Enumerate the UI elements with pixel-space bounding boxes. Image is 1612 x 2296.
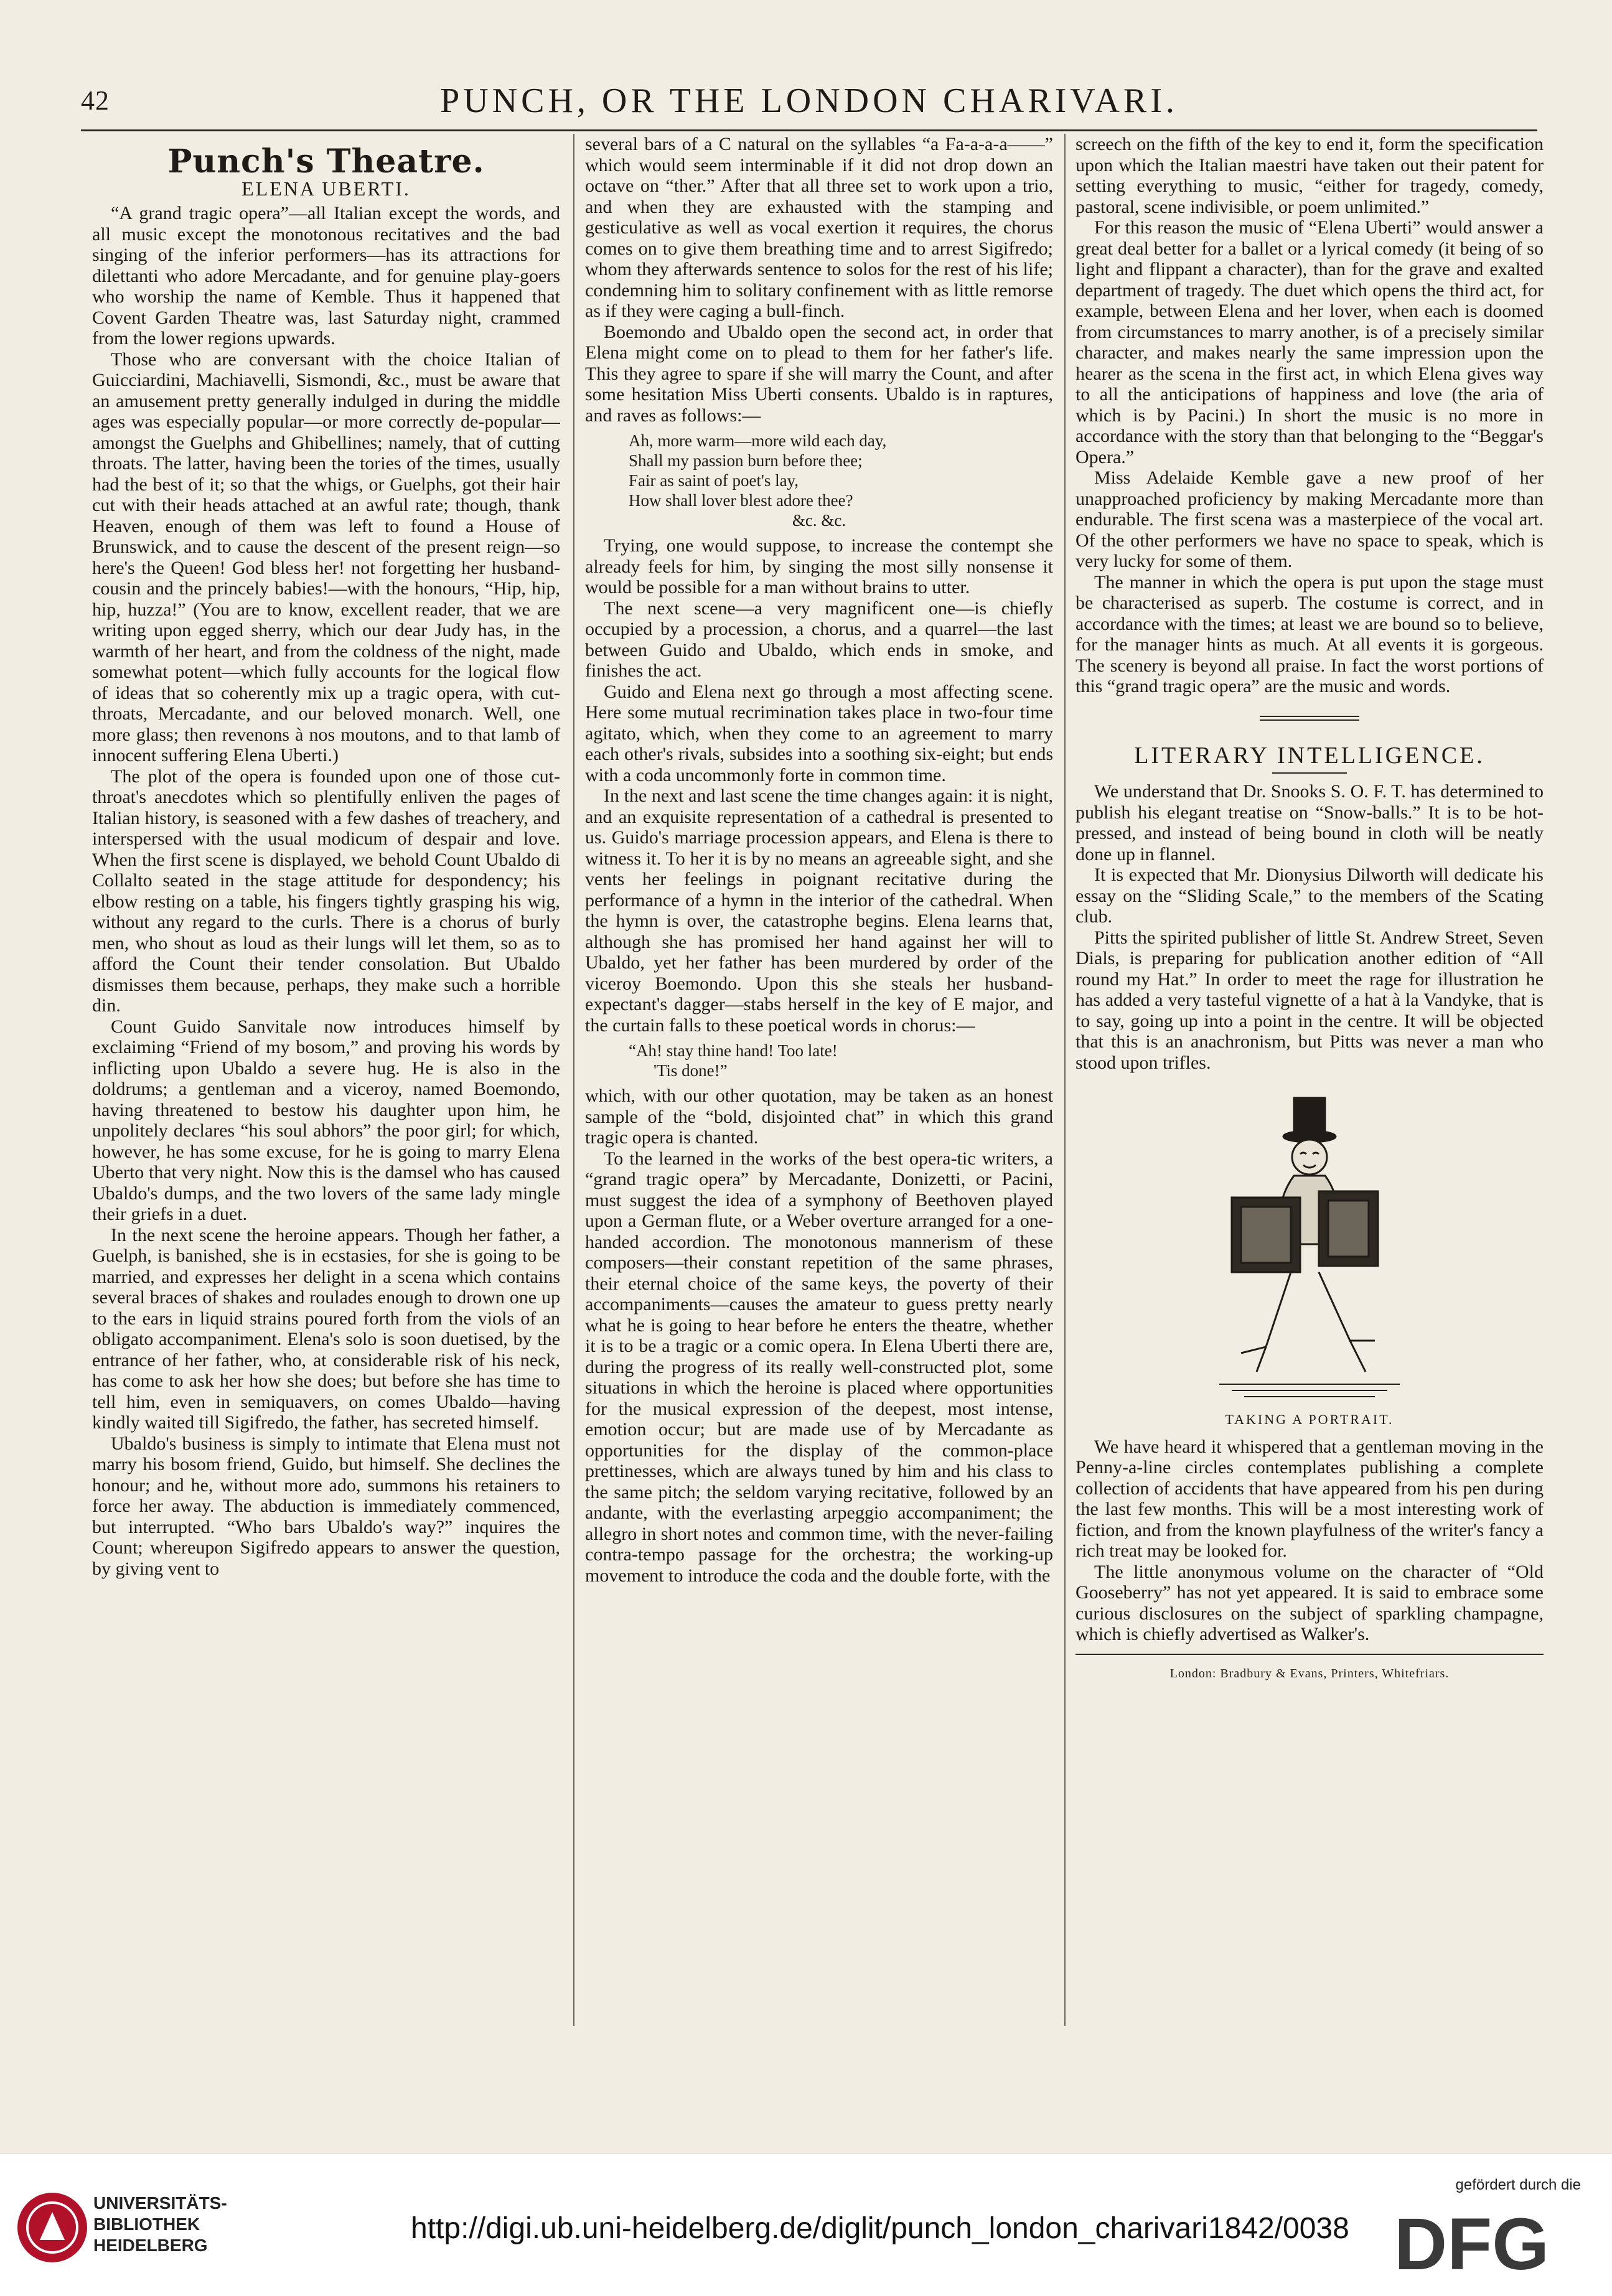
section-divider: [1260, 716, 1359, 721]
source-url-link[interactable]: http://digi.ub.uni-heidelberg.de/diglit/punch_london_charivari1842/0038: [411, 2212, 1349, 2245]
page-number: 42: [81, 85, 110, 116]
verse-line: Fair as saint of poet's lay,: [629, 471, 799, 490]
paragraph: The next scene—a very magnificent one—is chiefly occupied by a procession, a chorus, and a quarrel—the last between Guido and Ubaldo, which ends in smoke, and finishes the act.: [585, 597, 1053, 681]
paragraph: screech on the fifth of the key to end it, form the specification upon which the Italian maestri have taken out their patent for setting everything to music, “either for tragedy, comedy, pastoral, scene indivisible, or poem unlimited.”: [1075, 134, 1544, 217]
running-title: PUNCH, OR THE LONDON CHARIVARI.: [440, 82, 1178, 120]
verse-line: How shall lover blest adore thee?: [629, 491, 853, 510]
verse-line: Shall my passion burn before thee;: [629, 451, 863, 470]
column-2: [585, 134, 1053, 2026]
paragraph: Trying, one would suppose, to increase the contempt she already feels for him, by singing the most silly nonsense it would be possible for a man without brains to utter.: [585, 535, 1053, 597]
digitization-footer: [0, 2153, 1612, 2296]
column-3: [1075, 134, 1544, 2026]
illustration-taking-a-portrait: [1207, 1092, 1412, 1403]
paragraph: In the next and last scene the time changes again: it is night, and an exquisite representation of a cathedral is presented to us. Guido's marriage procession appears, and Elena is there to witness it. To her it is by no means an agreeable sight, and she vents her feelings in poignant recitative during the performance of a hymn in the interior of the cathedral. When the hymn is over, the catastrophe begins. Elena learns that, although she has promised her hand against her will to Ubaldo, yet her father has been murdered by order of the viceroy Boemondo. Upon this she steals her husband-expectant's dagger—stabs herself in the key of E major, and the curtain falls to these poetical words in chorus:—: [585, 785, 1053, 1036]
institution-line: UNIVERSITÄTS-: [93, 2193, 227, 2213]
paragraph: Guido and Elena next go through a most affecting scene. Here some mutual recrimination takes place in two-four time agitato, which, when they come to an agreement to marry each other's rivals, subsides into a soothing six-eight; but ends with a coda uncommonly forte in common time.: [585, 681, 1053, 785]
verse-line: “Ah! stay thine hand! Too late!: [629, 1041, 838, 1060]
verse-line: 'Tis done!”: [654, 1061, 728, 1080]
paragraph: several bars of a C natural on the syllables “a Fa-a-a-a——” which would seem interminable if it did not drop down an octave on “ther.” After that all three set to work upon a trio, and when they are exhausted with the stamping and gesticulative as well as vocal exertion it requires, the chorus comes on to give them breathing time and to arrest Sigifredo; whom they afterwards sentence to solos for the rest of his life; condemning him to solitary confinement with as little remorse as if they were caging a bull-finch.: [585, 134, 1053, 321]
column-1: [92, 134, 560, 2026]
university-seal-icon: [15, 2190, 90, 2265]
paragraph: The manner in which the opera is put upon the stage must be characterised as superb. The costume is correct, and in accordance with the times; at least we are bound so to believe, for the manager hints as much. At all events it is gorgeous. The scenery is beyond all praise. In fact the worst portions of this “grand tragic opera” are the music and words.: [1075, 571, 1544, 696]
paragraph: Pitts the spirited publisher of little St. Andrew Street, Seven Dials, is preparing for publication another edition of “All round my Hat.” In order to meet the rage for illustration he has added a very tasteful vignette of a hat à la Vandyke, that is to say, going up into a point in the centre. It will be objected that this is an anachronism, but Pitts was never a man who stood upon trifles.: [1075, 927, 1544, 1073]
verse-block: [629, 1041, 1053, 1080]
dfg-logo: [1388, 2204, 1587, 2279]
article-subtitle: ELENA UBERTI.: [241, 177, 411, 200]
verse-line: &c. &c.: [792, 511, 846, 530]
verse-block: [629, 431, 1053, 530]
funded-by-label: gefördert durch die: [1455, 2177, 1581, 2193]
paragraph: Boemondo and Ubaldo open the second act, in order that Elena might come on to plead to them for her father's life. This they agree to spare if she will marry the Count, and after some hesitation Miss Uberti consents. Ubaldo is in raptures, and raves as follows:—: [585, 321, 1053, 426]
paragraph: We understand that Dr. Snooks S. O. F. T. has determined to publish his elegant treatise on “Snow-balls.” It is to be hot-pressed, and instead of being bound in cloth will be neatly done up in flannel.: [1075, 781, 1544, 865]
institution-line: HEIDELBERG: [93, 2236, 208, 2255]
paragraph: Those who are conversant with the choice Italian of Guicciardini, Machiavelli, Sismondi, &c., must be aware that an amusement pretty generally indulged in during the middle ages was especially popular—or more correctly de-popular—amongst the Guelphs and Ghibellines; namely, that of cutting throats. The latter, having been the tories of the times, usually had the best of it; so that the whigs, or Guelphs, got their hair cut with their heads attached at an awful rate; though, thank Heaven, enough of them was left to found a House of Brunswick, and to cause the descent of the present reign—so here's the Queen! God bless her! not forgetting her husband-cousin and the princely babies!—with the honours, “Hip, hip, hip, huzza!” (You are to know, excellent reader, that we are writing upon egged sherry, which our dear Judy has, in the warmth of her heart, and from the coldness of the night, made somewhat potent—which fully accounts for the logical flow of ideas that so coherently mix up a tragic opera, with cut-throats, Mercadante, and our beloved monarch. Well, one more glass; then revenons à nos moutons, and to that lamb of innocent suffering Elena Uberti.): [92, 349, 560, 766]
page-header: [81, 73, 1537, 131]
paragraph: To the learned in the works of the best opera-tic writers, a “grand tragic opera” by Mercadante, Donizetti, or Pacini, must suggest the idea of a symphony of Beethoven played upon a German flute, or a Weber overture arranged for a one-handed accordion. The monotonous mannerism of these composers—their constant repetition of the same phrases, their eternal choice of the same keys, the poverty of their accompaniments—causes the amateur to guess pretty nearly what he is going to hear before he enters the theatre, whether it is to be a tragic or a comic opera. In Elena Uberti there are, during the progress of its really well-constructed plot, some situations in which the heroine is placed where opportunities for the musical expression of the deepest, most intense, emotion occur; but are made use of by Mercadante as opportunities for the display of the common-place prettinesses, which are always tuned by him and his class to the same pitch; the seldom varying recitative, followed by an andante, with the everlasting arpeggio accompaniment; the allegro in short notes and common time, with the never-failing contra-tempo passage for the orchestra; the working-up movement to introduce the coda and the double forte, with the: [585, 1148, 1053, 1586]
illustration-caption: TAKING A PORTRAIT.: [1225, 1412, 1394, 1427]
paragraph: In the next scene the heroine appears. Though her father, a Guelph, is banished, she is in ecstasies, for she is going to be married, and expresses her delight in a scena which contains several braces of shakes and roulades enough to drown one up to the ears in liquid strains poured forth from the viols of an obligato accompaniment. Elena's solo is soon duetised, by the entrance of her father, who, at considerable risk of his neck, has come to ask her how she does; but before she has time to tell him, even in semiquavers, on comes Ubaldo—having kindly waited till Sigifredo, the father, has secreted himself.: [92, 1224, 560, 1433]
printer-imprint: London: Bradbury & Evans, Printers, Whitefriars.: [1075, 1654, 1544, 1685]
paragraph: We have heard it whispered that a gentleman moving in the Penny-a-line circles contemplates publishing a complete collection of accidents that have appeared from his pen during the last few months. This will be a most interesting work of fiction, and from the known playfulness of the writer's fancy a rich treat may be looked for.: [1075, 1436, 1544, 1561]
paragraph: Ubaldo's business is simply to intimate that Elena must not marry his bosom friend, Guido, but himself. She declines the honour; and he, without more ado, summons his retainers to force her away. The abduction is immediately commenced, but interrupted. “Who bars Ubaldo's way?” inquires the Count; whereupon Sigifredo appears to answer the question, by giving vent to: [92, 1433, 560, 1579]
column-divider: [573, 134, 574, 2026]
paragraph: The plot of the opera is founded upon one of those cut-throat's anecdotes which so plentifully enliven the pages of Italian history, is seasoned with a few dashes of treachery, and interspersed with the usual modicum of despair and love. When the first scene is displayed, we behold Count Ubaldo di Collalto seated in the stage attitude for despondency; his elbow resting on a table, his fingers tightly grasping his wig, without any regard to the curls. There is a chorus of burly men, who shout as loud as their lungs will let them, so as to afford the Count their tender consolation. But Ubaldo dismisses them because, perhaps, they make such a horrible din.: [92, 766, 560, 1016]
paragraph: which, with our other quotation, may be taken as an honest sample of the “bold, disjointed chat” in which this grand tragic opera is chanted.: [585, 1085, 1053, 1148]
dfg-logo-text: DFG: [1394, 2204, 1550, 2279]
title-underline: [1272, 772, 1347, 774]
verse-line: Ah, more warm—more wild each day,: [629, 431, 887, 450]
paragraph: For this reason the music of “Elena Uberti” would answer a great deal better for a ballet or a lyrical comedy (it being of so light and flippant a character), than for the grave and exalted department of tragedy. The duet which opens the third act, for example, between Elena and her lover, when each is doomed from circumstances to marry another, is of a precisely similar character, and makes nearly the same impression upon the hearer as the scena in the first act, in which Elena gives way to all the anticipations of happiness and love (the aria of which is by Pacini.) In short the music is no more in accordance with the story than that belonging to the “Beggar's Opera.”: [1075, 217, 1544, 467]
section-title: Punch's Theatre.: [167, 143, 485, 180]
section-title: LITERARY INTELLIGENCE.: [1134, 742, 1485, 769]
paragraph: “A grand tragic opera”—all Italian except the words, and all music except the monotonous recitatives and the bad singing of the inferior performers—has its attractions for dilettanti who adore Mercadante, and for genuine play-goers who worship the name of Kemble. Thus it happened that Covent Garden Theatre was, last Saturday night, crammed from the lower regions upwards.: [92, 203, 560, 349]
institution-line: BIBLIOTHEK: [93, 2214, 200, 2234]
institution-name: [93, 2193, 227, 2256]
paragraph: The little anonymous volume on the character of “Old Gooseberry” has not yet appeared. It is said to embrace some curious disclosures on the subject of sparkling champagne, which is chiefly advertised as Walker's.: [1075, 1561, 1544, 1644]
paragraph: It is expected that Mr. Dionysius Dilworth will dedicate his essay on the “Sliding Scale,” to the members of the Scating club.: [1075, 865, 1544, 927]
column-divider: [1064, 134, 1066, 2026]
paragraph: Count Guido Sanvitale now introduces himself by exclaiming “Friend of my bosom,” and proving his words by inflicting upon Ubaldo a severe hug. He is also in the doldrums; a gentleman and a viceroy, named Boemondo, having threatened to bestow his daughter upon him, he unpolitely declares “his soul abhors” the poor girl; for which, however, he has some excuse, for he is going to marry Elena Uberto that very night. Now this is the damsel who has caused Ubaldo's dumps, and the two lovers of the same lady mingle their griefs in a duet.: [92, 1016, 560, 1224]
paragraph: Miss Adelaide Kemble gave a new proof of her unapproached proficiency by making Mercadante more than endurable. The first scena was a masterpiece of the vocal art. Of the other performers we have no space to speak, which is very lucky for some of them.: [1075, 467, 1544, 571]
